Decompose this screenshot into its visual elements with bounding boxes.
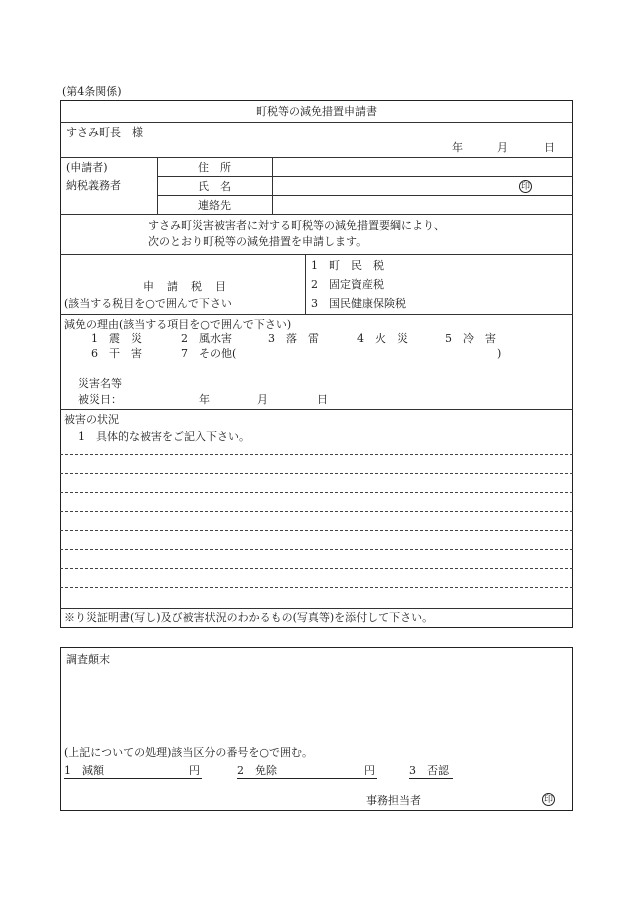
disaster-date-year: 年 bbox=[199, 393, 210, 406]
reason-storm-flood: 2 風水害 bbox=[181, 332, 232, 345]
damage-entry-line[interactable] bbox=[60, 454, 573, 455]
disaster-name-label: 災害名等 bbox=[78, 377, 122, 390]
applicant-seal-icon: 印 bbox=[520, 182, 530, 192]
reason-cold-damage: 5 冷 害 bbox=[445, 332, 496, 345]
processing-label: (上記についての処理)該当区分の番号を○で囲む。 bbox=[64, 746, 313, 759]
reason-other-close: ) bbox=[497, 347, 502, 360]
reason-fire: 4 火 災 bbox=[357, 332, 408, 345]
applicant-heading: (申請者) bbox=[66, 161, 108, 174]
reason-heading: 減免の理由(該当する項目を○で囲んで下さい) bbox=[64, 318, 292, 331]
damage-entry-line[interactable] bbox=[60, 530, 573, 531]
disaster-date-month: 月 bbox=[257, 393, 268, 406]
contact-label: 連絡先 bbox=[198, 199, 231, 212]
damage-entry-line[interactable] bbox=[60, 511, 573, 512]
address-label: 住 所 bbox=[198, 161, 231, 174]
damage-entry-line[interactable] bbox=[60, 473, 573, 474]
statement-line-1: すさみ町災害被害者に対する町税等の減免措置要綱により、 bbox=[148, 219, 445, 232]
tax-items-note: (該当する税目を○で囲んで下さい bbox=[64, 297, 232, 310]
applicant-role: 納税義務者 bbox=[66, 179, 121, 192]
damage-instruction: 1 具体的な被害をご記入下さい。 bbox=[78, 430, 250, 443]
reason-drought: 6 干 害 bbox=[91, 347, 142, 360]
attachment-footnote: ※り災証明書(写し)及び被害状況のわかるもの(写真等)を添付して下さい。 bbox=[64, 611, 434, 624]
date-month-label: 月 bbox=[497, 141, 508, 154]
office-use-box bbox=[60, 647, 573, 811]
staff-seal-icon: 印 bbox=[543, 795, 553, 805]
damage-entry-line[interactable] bbox=[60, 492, 573, 493]
reason-earthquake: 1 震 災 bbox=[91, 332, 142, 345]
investigation-label: 調査顛末 bbox=[66, 653, 110, 666]
tax-option-health-insurance: 3 国民健康保険税 bbox=[311, 297, 406, 310]
damage-entry-line[interactable] bbox=[60, 587, 573, 588]
tax-option-property: 2 固定資産税 bbox=[311, 278, 384, 291]
date-day-label: 日 bbox=[544, 141, 555, 154]
option-exemption-unit: 円 bbox=[364, 764, 375, 777]
damage-heading: 被害の状況 bbox=[64, 413, 119, 426]
date-year-label: 年 bbox=[452, 141, 463, 154]
disaster-date-label: 被災日： bbox=[78, 393, 122, 406]
statement-line-2: 次のとおり町税等の減免措置を申請します。 bbox=[148, 235, 368, 248]
option-exemption: 2 免除 bbox=[237, 764, 277, 777]
addressee: すさみ町長 様 bbox=[66, 126, 143, 139]
reason-other: 7 その他( bbox=[181, 347, 237, 360]
disaster-date-day: 日 bbox=[317, 393, 328, 406]
name-label: 氏 名 bbox=[198, 180, 231, 193]
tax-option-resident: 1 町 民 税 bbox=[311, 259, 384, 272]
damage-entry-line[interactable] bbox=[60, 568, 573, 569]
option-denial: 3 否認 bbox=[409, 764, 449, 777]
staff-label: 事務担当者 bbox=[366, 794, 421, 807]
option-reduction: 1 減額 bbox=[64, 764, 104, 777]
tax-items-label: 申 請 税 目 bbox=[143, 280, 227, 293]
reason-lightning: 3 落 雷 bbox=[268, 332, 319, 345]
option-reduction-unit: 円 bbox=[189, 764, 200, 777]
article-reference: (第4条関係) bbox=[62, 85, 122, 98]
damage-entry-line[interactable] bbox=[60, 549, 573, 550]
form-title: 町税等の減免措置申請書 bbox=[256, 105, 377, 118]
